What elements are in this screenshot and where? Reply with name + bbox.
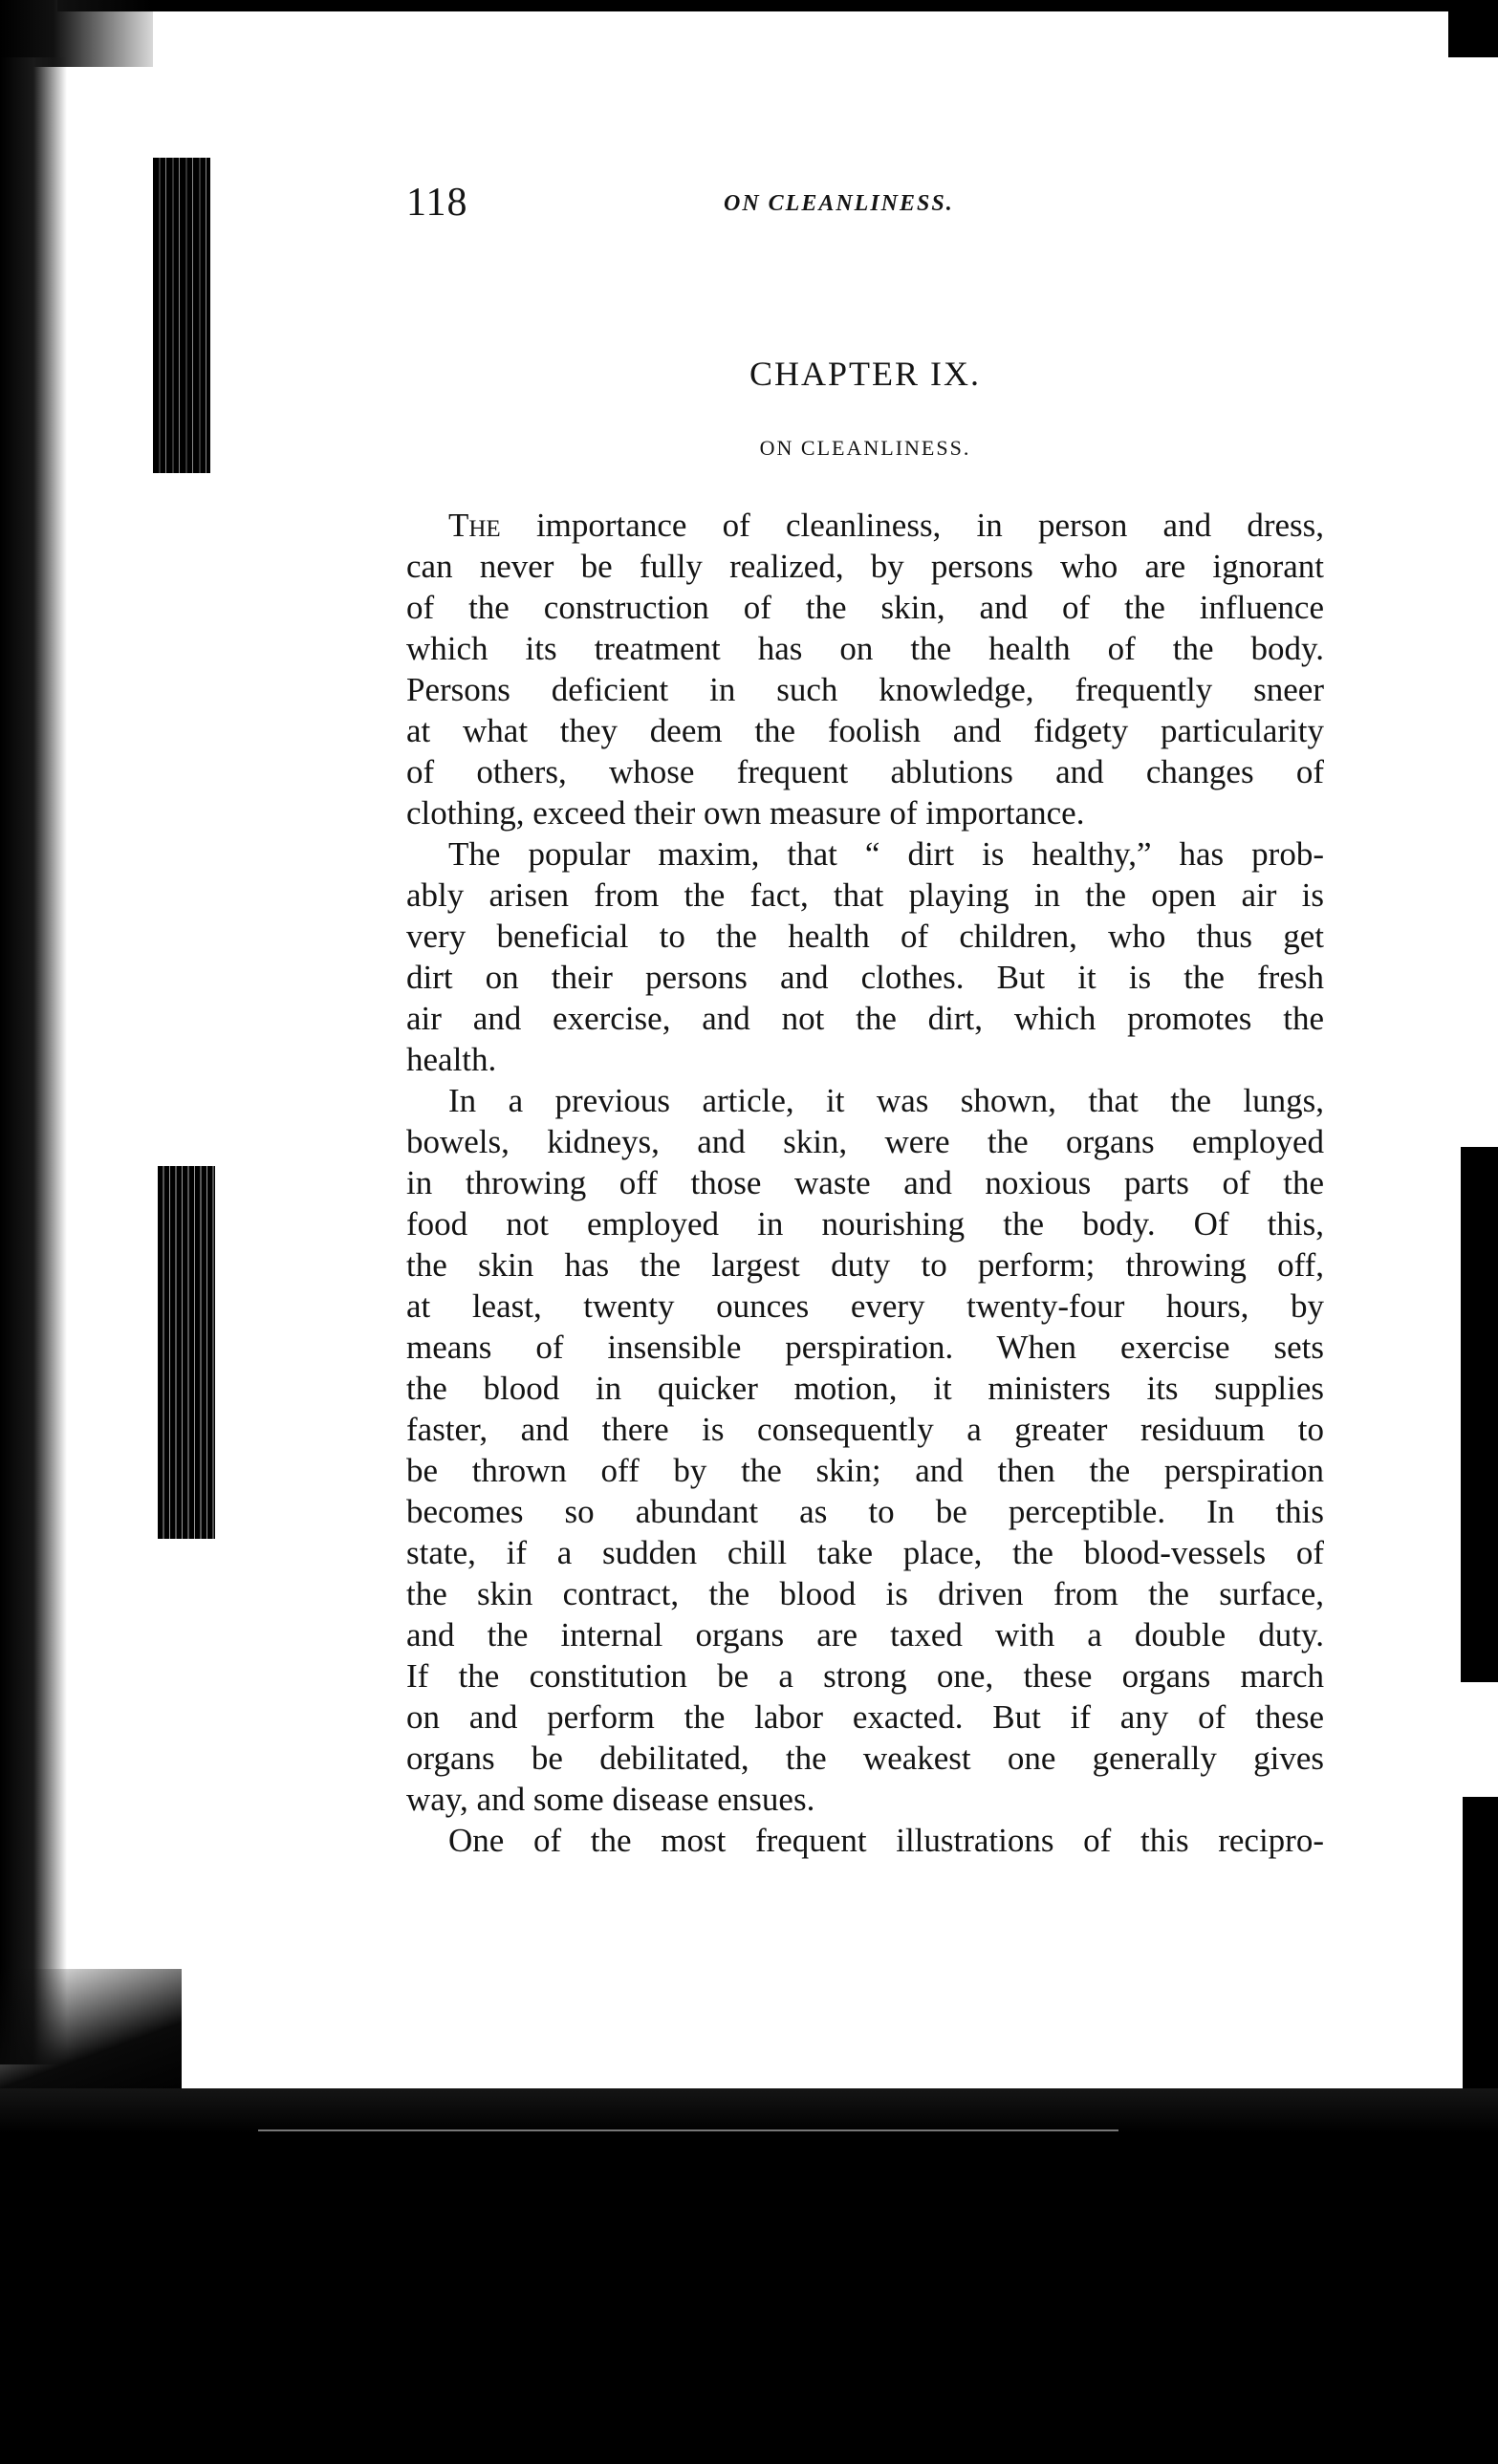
text-line: faster, and there is consequently a greater residuum to bbox=[406, 1411, 1324, 1448]
binding-shadow-upper bbox=[153, 158, 210, 473]
text-line: the skin contract, the blood is driven from the surface, bbox=[406, 1575, 1324, 1612]
text-line: One of the most frequent illustrations of this recipro- bbox=[448, 1822, 1324, 1859]
text-line: the skin has the largest duty to perform; throwing off, bbox=[406, 1246, 1324, 1284]
text-line: in throwing off those waste and noxious parts of the bbox=[406, 1164, 1324, 1201]
text-line: ably arisen from the fact, that playing in the open air is bbox=[406, 876, 1324, 914]
text-line: very beneficial to the health of children, who thus get bbox=[406, 918, 1324, 955]
text-line: state, if a sudden chill take place, the blood-vessels of bbox=[406, 1534, 1324, 1571]
text-line: on and perform the labor exacted. But if any of these bbox=[406, 1698, 1324, 1736]
lead-word: The bbox=[448, 507, 501, 544]
scan-edge-right bbox=[1461, 1147, 1498, 1682]
text-line: of others, whose frequent ablutions and changes of bbox=[406, 753, 1324, 790]
text-line: way, and some disease ensues. bbox=[406, 1781, 815, 1818]
page-bottom-rule bbox=[258, 2129, 1118, 2131]
scan-edge-corner bbox=[1448, 0, 1498, 57]
scan-edge-top bbox=[57, 0, 1498, 11]
text-line: at what they deem the foolish and fidgety particularity bbox=[406, 712, 1324, 749]
text-line: means of insensible perspiration. When exercise sets bbox=[406, 1329, 1324, 1366]
text-line: In a previous article, it was shown, that the lungs, bbox=[448, 1082, 1324, 1119]
chapter-subtitle: ON CLEANLINESS. bbox=[759, 436, 971, 460]
body-text bbox=[406, 505, 1324, 1861]
scan-edge-left bbox=[0, 57, 67, 2064]
text-line: of the construction of the skin, and of the influence bbox=[406, 589, 1324, 626]
text-line: bowels, kidneys, and skin, were the organs employed bbox=[406, 1123, 1324, 1160]
text-line: becomes so abundant as to be perceptible. In this bbox=[406, 1493, 1324, 1530]
text-line: at least, twenty ounces every twenty-four hours, by bbox=[406, 1287, 1324, 1325]
text-line: which its treatment has on the health of the body. bbox=[406, 630, 1324, 667]
text-line: If the constitution be a strong one, these organs march bbox=[406, 1657, 1324, 1695]
text-line: health. bbox=[406, 1041, 497, 1078]
text-line: be thrown off by the skin; and then the perspiration bbox=[406, 1452, 1324, 1489]
text-line: can never be fully realized, by persons who are ignorant bbox=[406, 548, 1324, 585]
text-line: organs be debilitated, the weakest one generally gives bbox=[406, 1740, 1324, 1777]
text-line: the blood in quicker motion, it ministers its supplies bbox=[406, 1370, 1324, 1407]
text-line: Persons deficient in such knowledge, frequently sneer bbox=[406, 671, 1324, 708]
page-header bbox=[406, 172, 1324, 229]
running-title: ON CLEANLINESS. bbox=[724, 191, 954, 216]
text-line: and the internal organs are taxed with a double duty. bbox=[406, 1616, 1324, 1653]
binding-shadow-lower bbox=[158, 1166, 215, 1539]
text-line: food not employed in nourishing the body. Of this, bbox=[406, 1205, 1324, 1243]
page-number: 118 bbox=[406, 181, 468, 225]
text-line: air and exercise, and not the dirt, which promotes the bbox=[406, 1000, 1324, 1037]
first-line-rest: importance of cleanliness, in person and dress, bbox=[500, 507, 1324, 544]
text-line: dirt on their persons and clothes. But it is the fresh bbox=[406, 959, 1324, 996]
text-line: clothing, exceed their own measure of importance. bbox=[406, 794, 1085, 832]
scan-edge-bottom-left bbox=[0, 1969, 182, 2103]
scan-edge-bottom bbox=[0, 2088, 1498, 2464]
chapter-title: CHAPTER IX. bbox=[749, 355, 981, 393]
text-line bbox=[406, 505, 1324, 546]
text-line: The popular maxim, that “ dirt is healthy,” has prob- bbox=[448, 835, 1324, 873]
